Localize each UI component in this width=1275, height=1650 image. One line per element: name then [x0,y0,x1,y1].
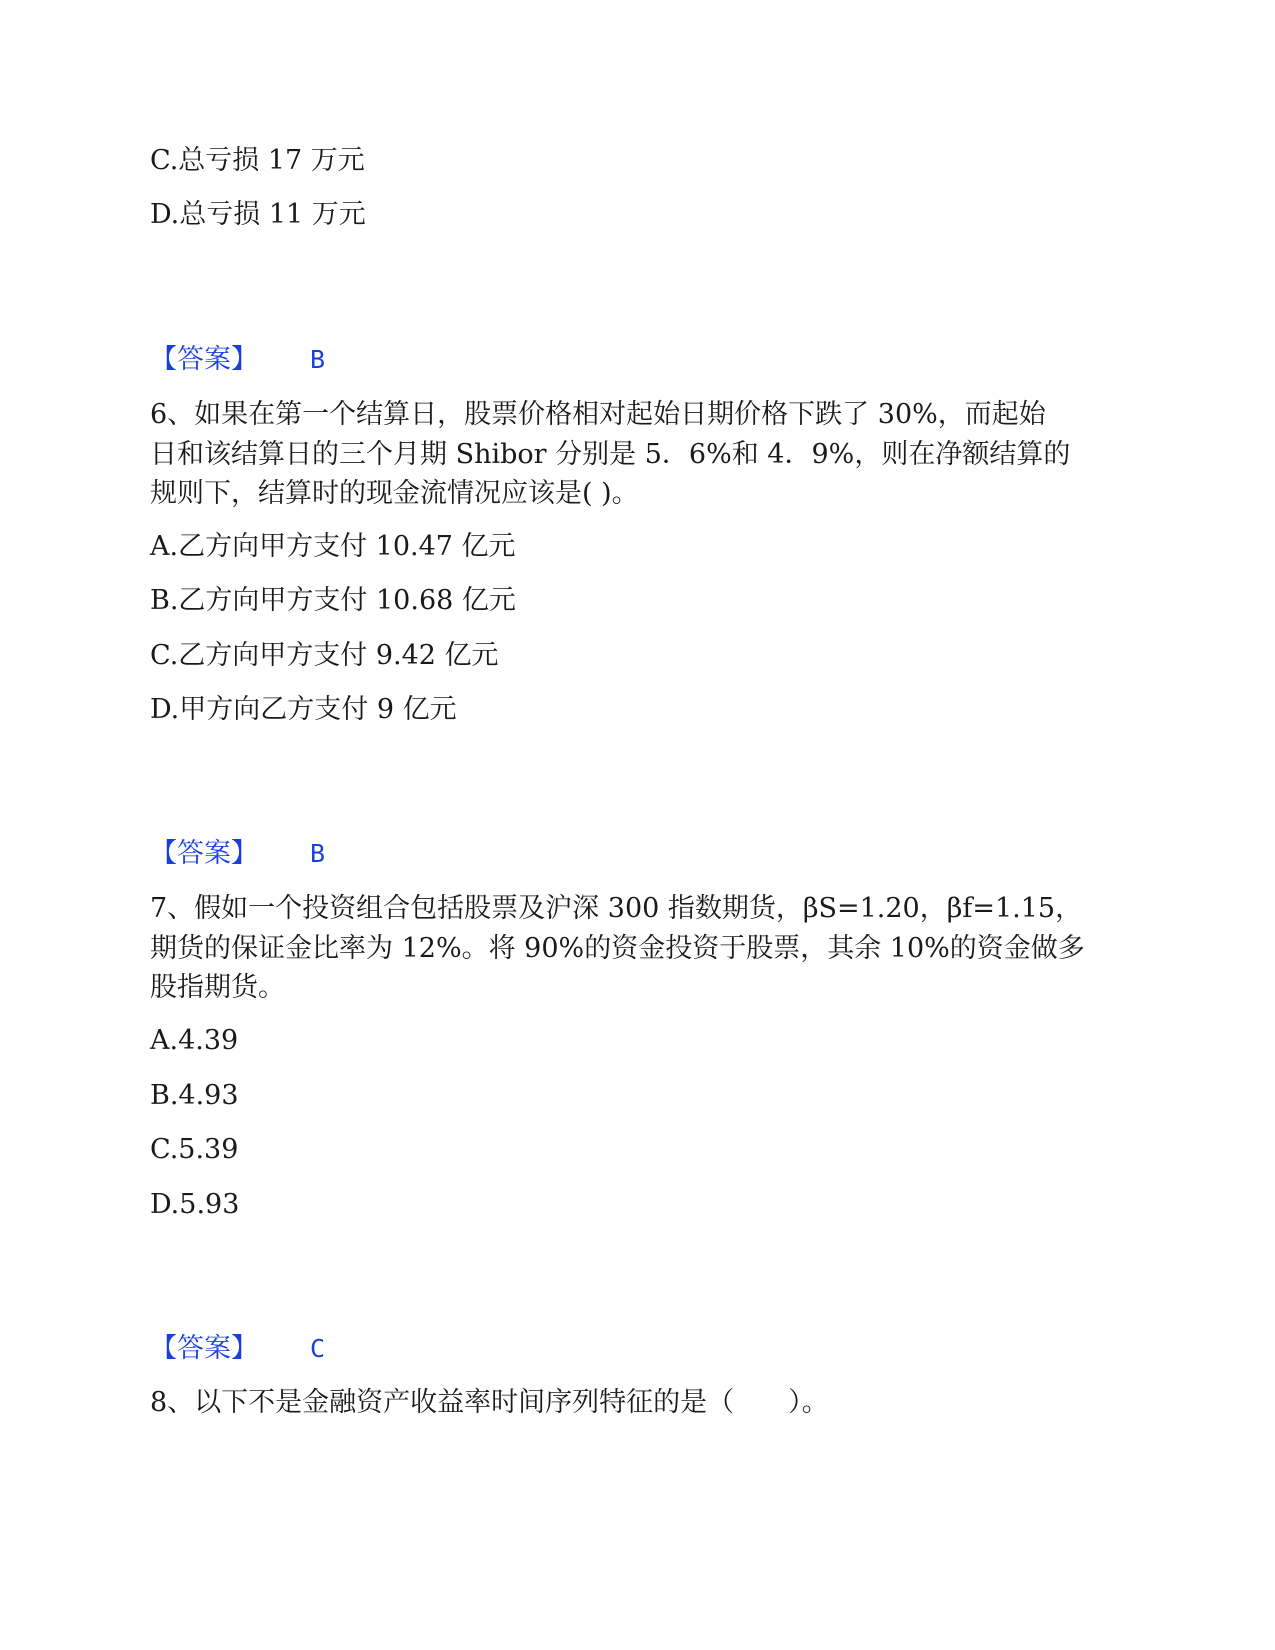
q6-option-b: B.乙方向甲方支付 10.68 亿元 [150,585,516,616]
q6-option-d: D.甲方向乙方支付 9 亿元 [150,694,457,725]
answer-label: 【答案】 [150,1333,258,1364]
answer-value: C [310,1334,326,1363]
q7-option-c: C.5.39 [150,1134,239,1165]
q6-text-line-1: 6、如果在第一个结算日，股票价格相对起始日期价格下跌了 30%，而起始 [150,399,1046,430]
answer-value: B [310,345,326,374]
q6-option-a: A.乙方向甲方支付 10.47 亿元 [150,531,516,562]
q5-option-c: C.总亏损 17 万元 [150,145,365,176]
q6-text-line-2: 日和该结算日的三个月期 Shibor 分别是 5．6%和 4．9%，则在净额结算的 [150,439,1071,470]
q5-option-d: D.总亏损 11 万元 [150,199,366,230]
q6-option-c: C.乙方向甲方支付 9.42 亿元 [150,640,499,671]
answer-label: 【答案】 [150,838,258,869]
q7-text-line-1: 7、假如一个投资组合包括股票及沪深 300 指数期货，βS=1.20，βf=1.15， [150,893,1083,924]
q6-text-line-3: 规则下，结算时的现金流情况应该是( )。 [150,478,639,509]
q7-option-d: D.5.93 [150,1189,240,1220]
answer-label: 【答案】 [150,344,258,375]
answer-row-q6 [150,834,325,874]
q8-text-line-1: 8、以下不是金融资产收益率时间序列特征的是（ ）。 [150,1387,829,1418]
q7-text-line-2: 期货的保证金比率为 12%。将 90%的资金投资于股票，其余 10%的资金做多 [150,933,1085,964]
answer-value: B [310,839,326,868]
answer-row-q5 [150,340,325,380]
q7-option-a: A.4.39 [150,1025,239,1056]
answer-row-q7 [150,1329,325,1369]
q7-option-b: B.4.93 [150,1080,239,1111]
q7-text-line-3: 股指期货。 [150,972,285,1003]
